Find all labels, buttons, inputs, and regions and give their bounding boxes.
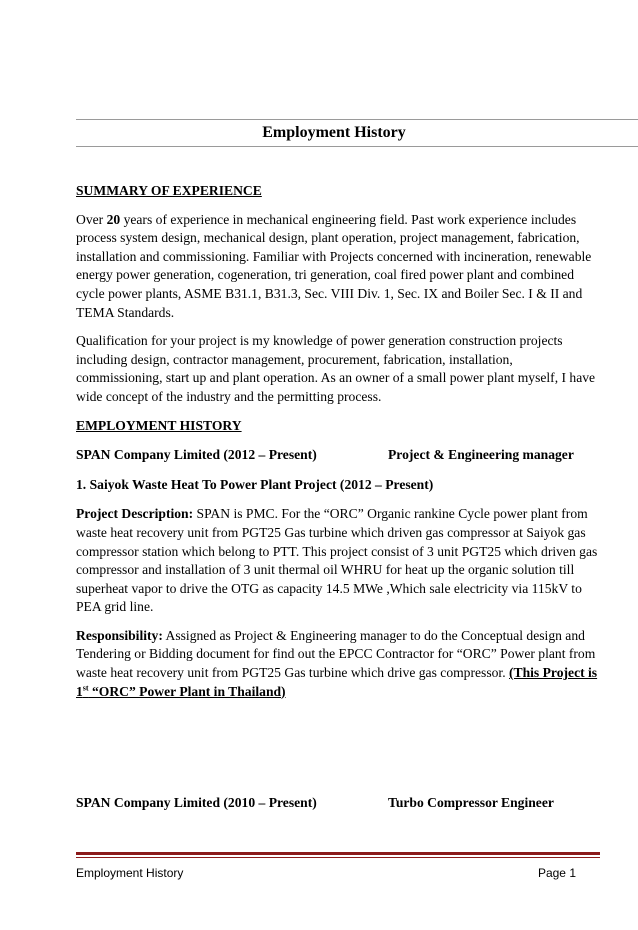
job-2-header bbox=[76, 794, 600, 813]
responsibility: Responsibility: Assigned as Project & Engineering manager to do the Conceptual design and Tendering or Bidding document for find out the EPCC Contractor for “ORC” Power plant from waste heat recovery unit from PGT25 Gas turbine which drive gas compressor. (This Project is 1st “ORC” Power Plant in Thailand) bbox=[76, 627, 598, 699]
page-footer bbox=[76, 866, 576, 880]
project-highlight: (This Project is 1st “ORC” Power Plant in Thailand) bbox=[76, 665, 598, 699]
title-rule bbox=[76, 146, 638, 147]
years-count: 20 bbox=[106, 211, 121, 227]
footer-rule-thick bbox=[76, 852, 600, 855]
job-1-header bbox=[76, 446, 600, 465]
footer-title: Employment History bbox=[76, 866, 184, 880]
project-1-title: 1. Saiyok Waste Heat To Power Plant Project (2012 – Present) bbox=[76, 476, 434, 492]
job-1-position: Project & Engineering manager bbox=[388, 447, 574, 463]
header-rule bbox=[76, 119, 638, 120]
summary-paragraph-2: Qualification for your project is my knowledge of power generation construction projects including design, contractor management, procurement, fabrication, installation, commissioning, start up and plant operation. As an owner of a small power plant myself, I have wide concept of the industry and the permitting process. bbox=[76, 333, 596, 404]
summary-heading: SUMMARY OF EXPERIENCE bbox=[76, 183, 262, 198]
page-number: Page 1 bbox=[537, 866, 576, 880]
summary-paragraph-1: Over 20 years of experience in mechanical engineering field. Past work experience includes process system design, mechanical design, plant operation, project management, fabrication, installation and commissioning. Familiar with Projects concerned with incineration, renewable energy power generation, cogeneration, tri generation, coal fired power plant and combined cycle power plants, ASME B31.1, B31.3, Sec. VIII Div. 1, Sec. IX and Boiler Sec. I & II and TEMA Standards. bbox=[76, 211, 592, 320]
employment-heading: EMPLOYMENT HISTORY bbox=[76, 417, 242, 433]
page-title: Employment History bbox=[262, 124, 406, 141]
job-1-company: SPAN Company Limited (2012 – Present) bbox=[76, 447, 317, 463]
document-body bbox=[76, 182, 600, 813]
responsibility-label: Responsibility: bbox=[76, 627, 163, 643]
job-2-company: SPAN Company Limited (2010 – Present) bbox=[76, 795, 317, 811]
project-description-label: Project Description: bbox=[76, 506, 194, 522]
footer-rule-thin bbox=[76, 857, 600, 858]
project-description: Project Description: SPAN is PMC. For the “ORC” Organic rankine Cycle power plant from waste heat recovery unit from PGT25 Gas turbine which driven gas compressor at Saiyok gas compressor station which belong to PTT. This project consist of 3 unit PGT25 which driven gas compressor and installation of 3 unit thermal oil WHRU for heat up the organic solution till superheat vapor to drive the OTG as capacity 14.5 MWe ,Which sale electricity via 115kV to PEA grid line. bbox=[76, 506, 598, 615]
job-2-position: Turbo Compressor Engineer bbox=[388, 795, 554, 811]
